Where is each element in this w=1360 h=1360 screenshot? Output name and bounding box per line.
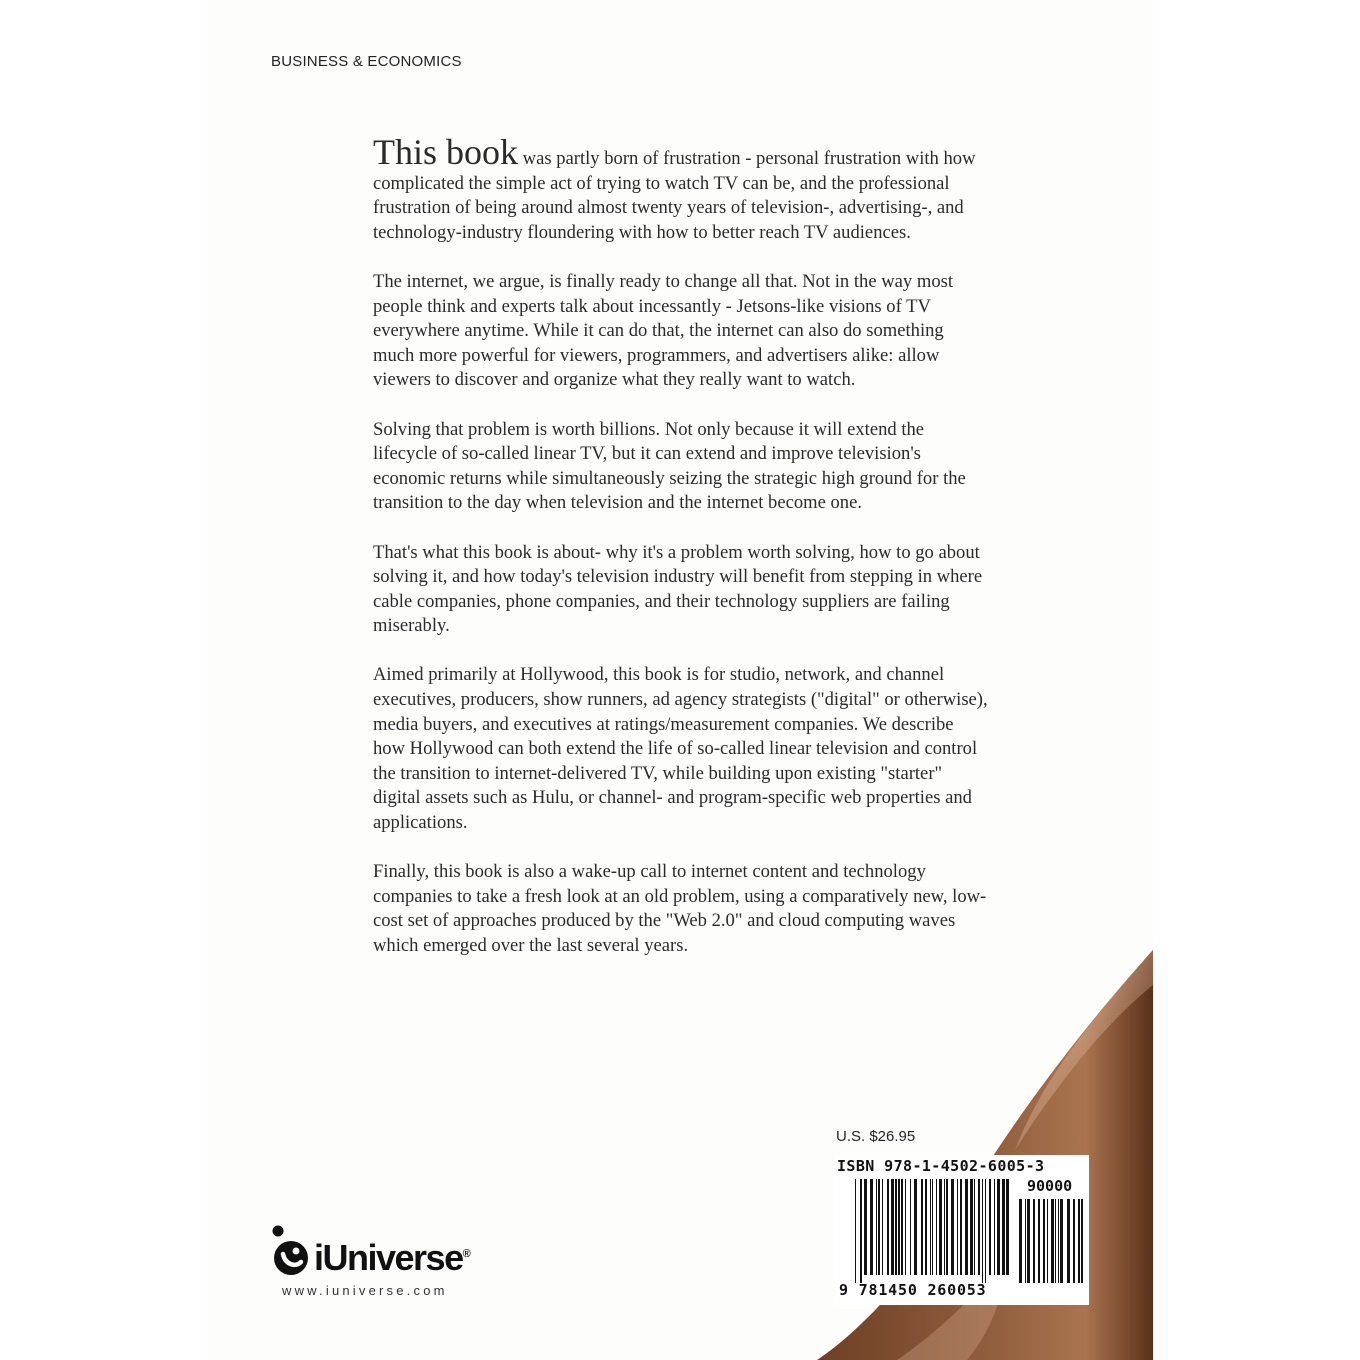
barcode-bar bbox=[898, 1179, 900, 1275]
barcode-bar bbox=[1058, 1199, 1059, 1283]
barcode-bar bbox=[914, 1179, 917, 1275]
barcode-bar bbox=[901, 1179, 903, 1275]
barcode-bar bbox=[1027, 1199, 1030, 1283]
barcode-bar bbox=[1060, 1199, 1063, 1283]
isbn-barcode bbox=[835, 1155, 1089, 1305]
blurb-paragraph-4: That's what this book is about- why it's a problem worth solving, how to go about solving it, and how today's television industry will benefit from stepping in where cable companies, phone companies, and their technology suppliers are failing miserably. bbox=[373, 541, 983, 637]
barcode-bar bbox=[932, 1179, 933, 1275]
barcode-bar bbox=[965, 1179, 968, 1275]
barcode-bar bbox=[864, 1179, 867, 1275]
barcode-bar bbox=[1033, 1199, 1035, 1283]
publisher-url: www.iuniverse.com bbox=[282, 1283, 448, 1298]
barcode-bar bbox=[946, 1179, 948, 1275]
barcode-bar bbox=[895, 1179, 897, 1275]
barcode-bar bbox=[985, 1179, 986, 1283]
blurb-paragraph-1 bbox=[373, 132, 989, 245]
barcode-bar bbox=[978, 1179, 980, 1275]
barcode-bar bbox=[944, 1179, 945, 1275]
barcode-bar bbox=[1002, 1179, 1005, 1275]
iuniverse-swirl-icon bbox=[269, 1224, 313, 1280]
barcode-bar bbox=[870, 1179, 873, 1275]
barcode-bar bbox=[930, 1179, 931, 1275]
barcode-bar bbox=[878, 1179, 880, 1275]
blurb-paragraph-3: Solving that problem is worth billions. Not only because it will extend the lifecycle of so-called linear TV, but it can extend and improve television's economic returns while simultaneously seizing the strategic high ground for the transition to the day when television and the internet become one. bbox=[373, 418, 966, 514]
barcode-bar bbox=[970, 1179, 973, 1275]
barcode-bar bbox=[957, 1179, 958, 1275]
blurb-paragraph-1-text: was partly born of frustration - personal frustration with how complicated the simple act of trying to watch TV can be, and the professional frustration of being around almost twenty years of television-, advertising-, and technology-industry floundering with how to better reach TV audiences. bbox=[373, 148, 976, 243]
blurb-lead-words: This book bbox=[373, 132, 519, 172]
back-cover-blurb bbox=[373, 132, 989, 983]
registered-mark: ® bbox=[462, 1248, 471, 1260]
barcode-bar bbox=[989, 1179, 991, 1275]
barcode-bar bbox=[994, 1179, 995, 1275]
barcode-bar bbox=[876, 1179, 877, 1275]
barcode-bar bbox=[1006, 1179, 1009, 1275]
barcode-bar bbox=[1019, 1199, 1022, 1283]
barcode-bar bbox=[997, 1179, 1000, 1275]
category-label: BUSINESS & ECONOMICS bbox=[271, 53, 462, 70]
barcode-bar bbox=[905, 1179, 906, 1275]
blurb-paragraph-2: The internet, we argue, is finally ready to change all that. Not in the way most people think and experts talk about incessantly - Jetsons-like visions of TV everywhere anytime. While it can do that, the internet can also do something much more powerful for viewers, programmers, and advertisers alike: allow viewers to discover and organize what they really want to watch. bbox=[373, 270, 954, 391]
barcode-bar bbox=[887, 1179, 889, 1275]
barcode-bar bbox=[960, 1179, 962, 1275]
barcode-bar bbox=[1073, 1199, 1075, 1283]
blurb-paragraph-6: Finally, this book is also a wake-up call to internet content and technology companies to take a fresh look at an old problem, using a comparatively new, low-cost set of approaches produced by the "Web 2.0" and cloud computing waves which emerged over the last several years. bbox=[373, 861, 987, 956]
publisher-logo-name bbox=[314, 1234, 471, 1278]
barcode-bar bbox=[1038, 1199, 1040, 1283]
blurb-paragraph-5: Aimed primarily at Hollywood, this book is for studio, network, and channel executives, producers, show runners, ad agency strategists ("digital" or otherwise), media buyers, and executives at ratings/measurement companies. We describe how Hollywood can both extend the life of so-called linear television and control the transition to internet-delivered TV, while building upon existing "starter" digital assets such as Hulu, or channel- and program-specific web properties and applications. bbox=[373, 664, 988, 834]
barcode-ean-digits: 9 781450 260053 bbox=[839, 1281, 987, 1299]
publisher-name: iUniverse bbox=[314, 1237, 463, 1278]
barcode-bar bbox=[1047, 1199, 1048, 1283]
price-label: U.S. $26.95 bbox=[836, 1128, 916, 1145]
barcode-bar bbox=[1078, 1199, 1080, 1283]
barcode-bar bbox=[951, 1179, 954, 1275]
barcode-bar bbox=[910, 1179, 911, 1275]
barcode-bar bbox=[939, 1179, 942, 1275]
barcode-bar bbox=[921, 1179, 923, 1275]
barcode-bar bbox=[1043, 1199, 1045, 1283]
barcode-bar bbox=[882, 1179, 883, 1275]
barcode-bar bbox=[974, 1179, 975, 1275]
barcode-bar bbox=[1081, 1199, 1083, 1283]
barcode-bar bbox=[982, 1179, 983, 1283]
barcode-bar bbox=[1025, 1199, 1026, 1283]
barcode-bar bbox=[855, 1179, 856, 1283]
barcode-bar bbox=[860, 1179, 862, 1283]
book-back-cover bbox=[207, 0, 1153, 1360]
barcode-bar bbox=[936, 1179, 937, 1275]
barcode-addon-digits: 90000 bbox=[1027, 1177, 1073, 1195]
barcode-bar bbox=[1067, 1199, 1070, 1283]
isbn-number: ISBN 978-1-4502-6005-3 bbox=[837, 1157, 1045, 1175]
barcode-bar bbox=[925, 1179, 927, 1275]
barcode-bar bbox=[891, 1179, 894, 1275]
barcode-bar bbox=[1055, 1199, 1056, 1283]
barcode-bar bbox=[1051, 1199, 1054, 1283]
